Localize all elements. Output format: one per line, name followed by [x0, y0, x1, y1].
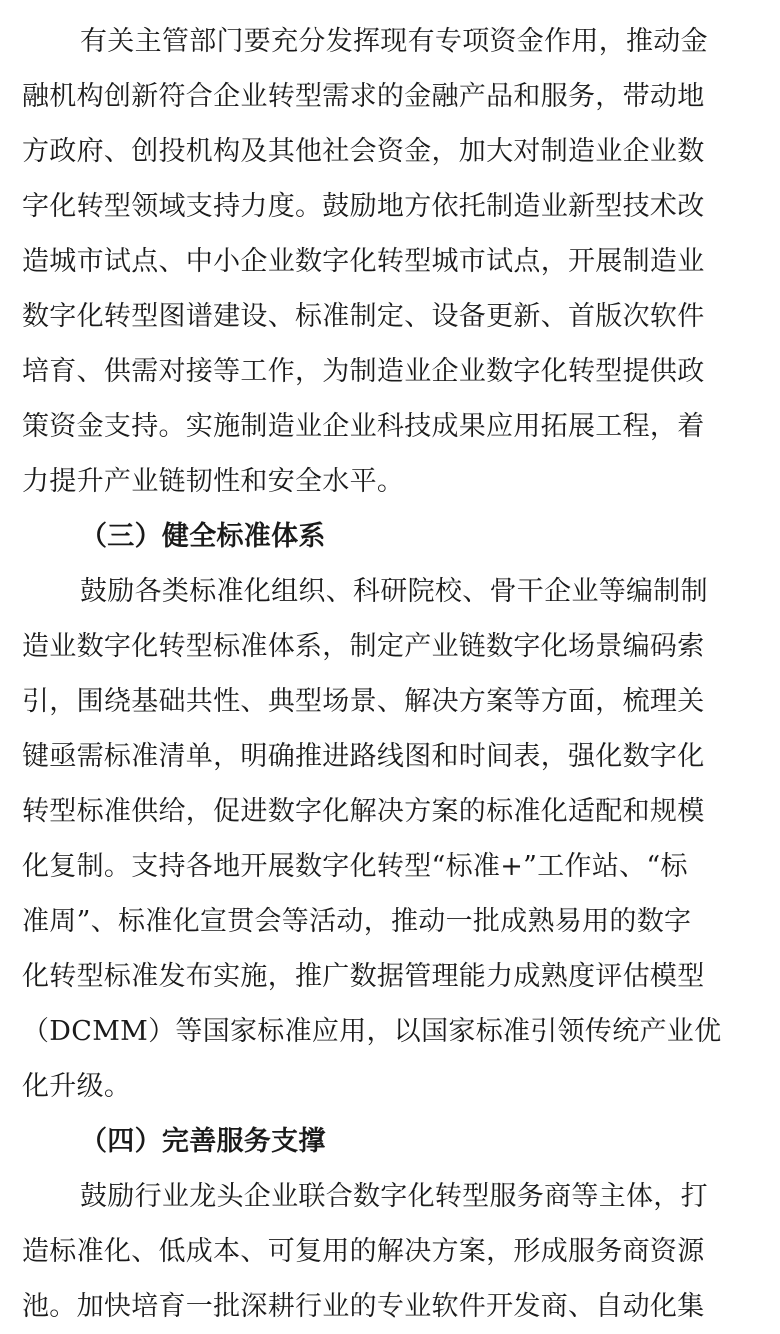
text-line: （DCMM）等国家标准应用，以国家标准引领传统产业优: [22, 1016, 722, 1047]
section-heading-services: （四）完善服务支撑: [80, 1126, 326, 1157]
paragraph-service-support: [22, 1169, 758, 1334]
paragraph-standards-system: [22, 564, 758, 1114]
text-line: 鼓励各类标准化组织、科研院校、骨干企业等编制制: [80, 576, 708, 607]
text-line: 力提升产业链韧性和安全水平。: [22, 466, 405, 497]
text-line: 策资金支持。实施制造业企业科技成果应用拓展工程，着: [22, 411, 705, 442]
text-line: 准周”、标准化宣贯会等活动，推动一批成熟易用的数字: [22, 906, 692, 937]
text-line: 造城市试点、中小企业数字化转型城市试点，开展制造业: [22, 246, 705, 277]
text-line: 化转型标准发布实施，推广数据管理能力成熟度评估模型: [22, 961, 705, 992]
text-line: 造业数字化转型标准体系，制定产业链数字化场景编码索: [22, 631, 705, 662]
section-heading-standards: （三）健全标准体系: [80, 521, 326, 552]
text-line: 鼓励行业龙头企业联合数字化转型服务商等主体，打: [80, 1181, 708, 1212]
text-line: 数字化转型图谱建设、标准制定、设备更新、首版次软件: [22, 301, 705, 332]
text-line: 化升级。: [22, 1071, 132, 1102]
text-line: 造标准化、低成本、可复用的解决方案，形成服务商资源: [22, 1236, 705, 1267]
text-line: 有关主管部门要充分发挥现有专项资金作用，推动金: [80, 26, 708, 57]
text-line: 融机构创新符合企业转型需求的金融产品和服务，带动地: [22, 81, 705, 112]
text-line: 池。加快培育一批深耕行业的专业软件开发商、自动化集: [22, 1291, 705, 1322]
text-line: 培育、供需对接等工作，为制造业企业数字化转型提供政: [22, 356, 705, 387]
text-line: 方政府、创投机构及其他社会资金，加大对制造业企业数: [22, 136, 705, 167]
text-line: 化复制。支持各地开展数字化转型“标准+”工作站、“标: [22, 851, 688, 882]
text-line: 键亟需标准清单，明确推进路线图和时间表，强化数字化: [22, 741, 705, 772]
text-line: 转型标准供给，促进数字化解决方案的标准化适配和规模: [22, 796, 705, 827]
text-line: 字化转型领域支持力度。鼓励地方依托制造业新型技术改: [22, 191, 705, 222]
text-line: 引，围绕基础共性、典型场景、解决方案等方面，梳理关: [22, 686, 705, 717]
paragraph-funding-support: [22, 14, 758, 509]
